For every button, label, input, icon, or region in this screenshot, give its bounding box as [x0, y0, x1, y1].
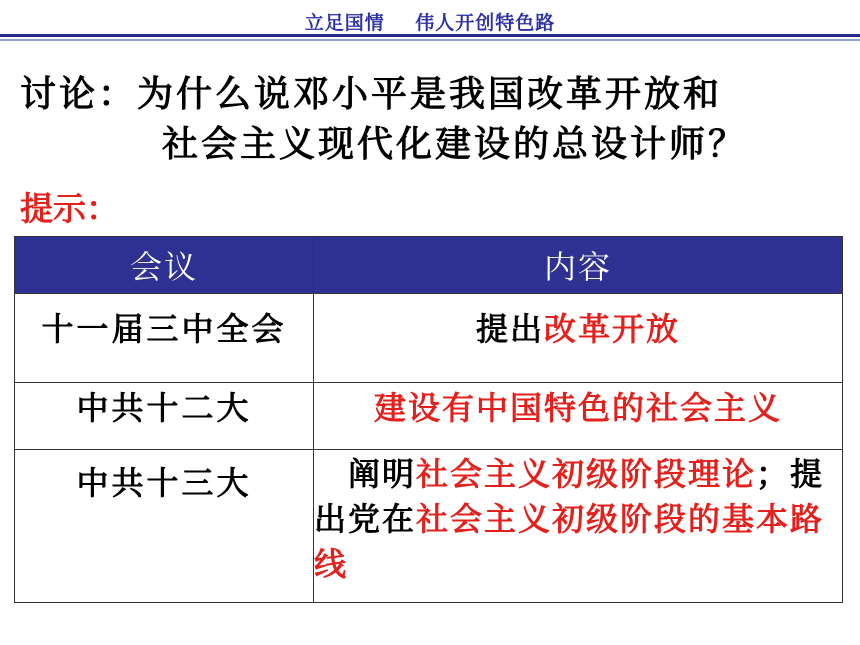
content-segment: 社会主义初级阶段的基本路线: [314, 500, 825, 583]
table-row: [15, 383, 843, 450]
content-segment: 建设有中国特色的社会主义: [373, 389, 782, 427]
header-divider-secondary: [0, 39, 860, 41]
content-cell: [314, 383, 843, 450]
meeting-cell: 中共十二大: [15, 383, 314, 450]
question-line-1: 讨论：为什么说邓小平是我国改革开放和: [20, 74, 723, 115]
meetings-table: [14, 236, 843, 603]
content-segment: 阐明: [314, 455, 417, 493]
table-row: [15, 294, 843, 383]
meeting-cell: 中共十三大: [15, 450, 314, 603]
content-cell: [314, 294, 843, 383]
content-segment: ；提出党在: [314, 455, 825, 538]
header-divider: [0, 34, 860, 37]
table-header-row: [15, 237, 843, 294]
meeting-cell: 十一届三中全会: [15, 294, 314, 383]
content-segment: 提出: [475, 310, 544, 348]
table-row: [15, 450, 843, 603]
discussion-question: [20, 70, 850, 170]
content-cell: [314, 450, 843, 603]
column-header-meeting: 会议: [15, 237, 314, 294]
content-segment: 改革开放: [544, 310, 681, 348]
content-segment: 社会主义初级阶段理论: [416, 455, 757, 493]
header-title: 立足国情 伟人开创特色路: [304, 12, 556, 34]
column-header-content: 内容: [314, 237, 843, 294]
question-line-2: 社会主义现代化建设的总设计师？: [162, 124, 748, 165]
hint-label: 提示：: [20, 189, 119, 228]
